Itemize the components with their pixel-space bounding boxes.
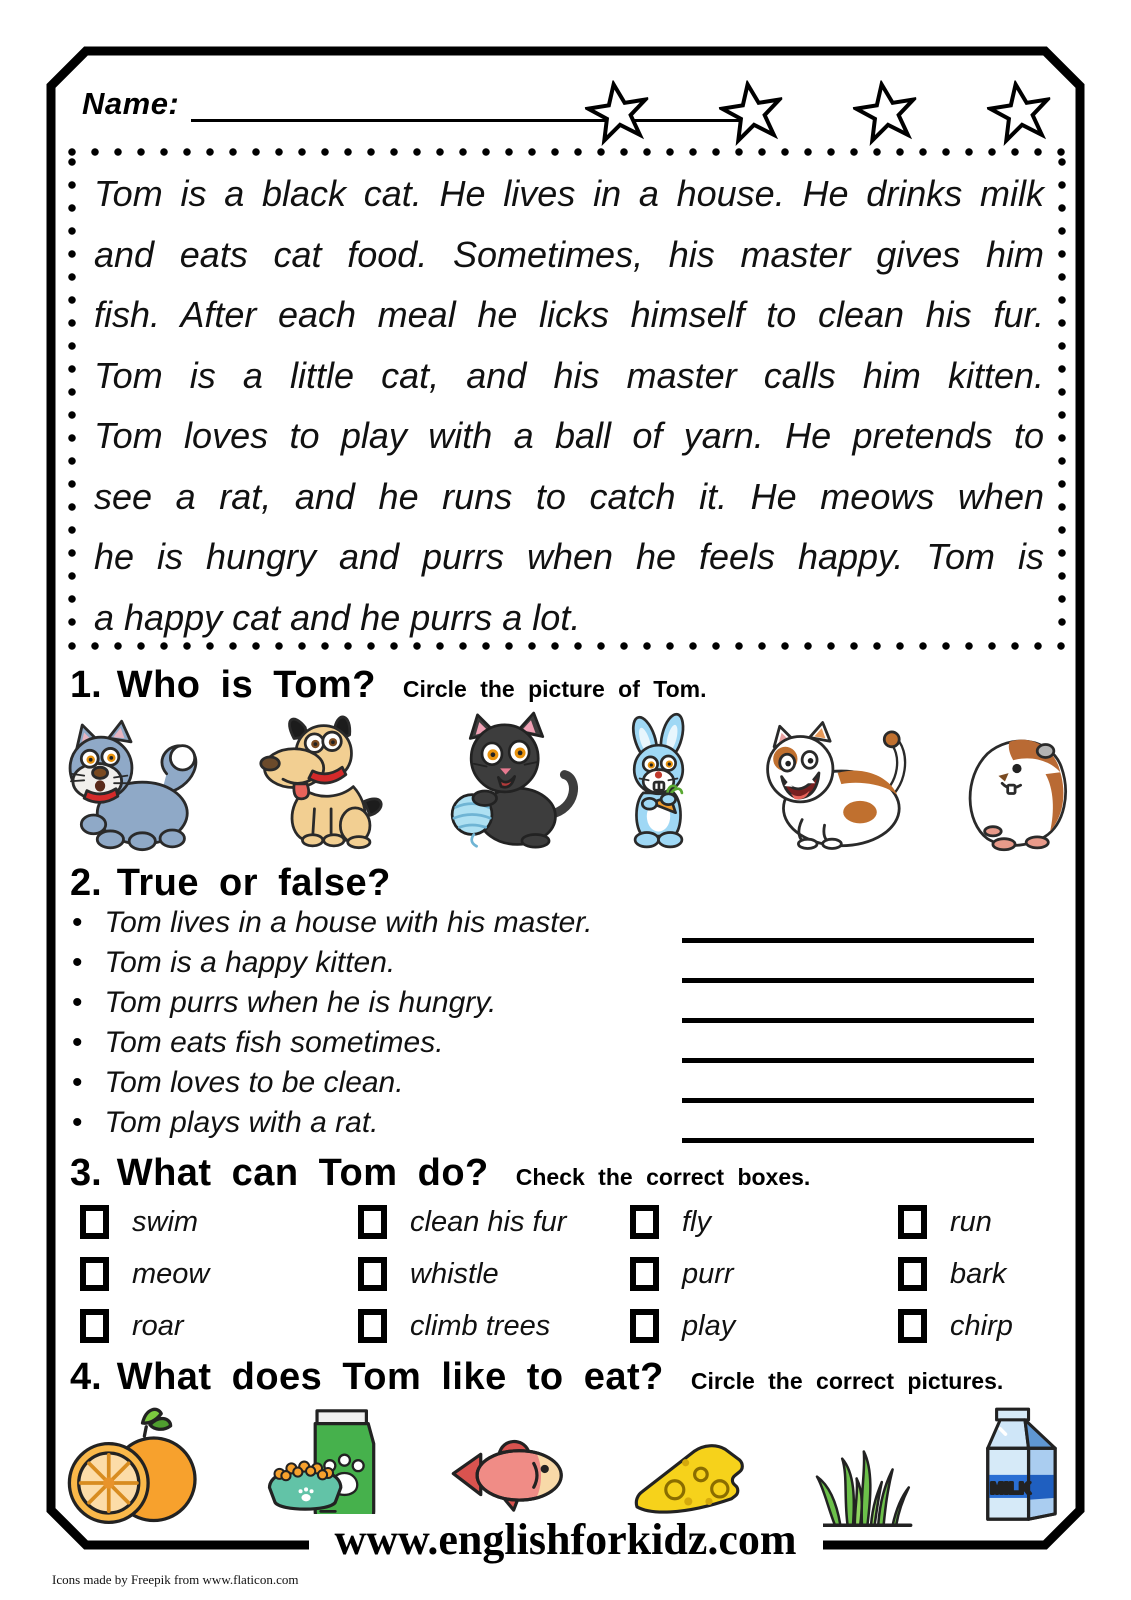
checkbox[interactable] [630, 1309, 659, 1343]
question-number: 4. [70, 1356, 102, 1398]
checkbox-label: fly [682, 1205, 711, 1238]
reading-passage-box [68, 148, 1066, 650]
checkbox-option [630, 1196, 898, 1248]
question-instruction: Circle the picture of Tom. [402, 676, 707, 702]
q1-option-guinea-pig[interactable] [956, 718, 1076, 856]
q4-option-milk-carton[interactable] [970, 1396, 1072, 1536]
statement-text: Tom lives in a house with his master. [104, 906, 593, 939]
star-icon[interactable] [983, 75, 1056, 148]
bullet-icon [72, 1066, 83, 1100]
checkbox-label: roar [132, 1309, 184, 1342]
q1-option-rabbit[interactable] [618, 710, 708, 856]
name-label: Name: [82, 86, 180, 121]
checkbox-option [80, 1248, 358, 1300]
passage-line: and eats cat food. Sometimes, his master gives him [94, 233, 1044, 275]
question-3-heading [70, 1152, 810, 1195]
question-number: 3. [70, 1152, 102, 1194]
true-false-row [72, 946, 1056, 986]
q4-option-fish[interactable] [446, 1428, 574, 1520]
checkbox-option [358, 1300, 630, 1352]
milk-label: MILK [990, 1480, 1032, 1498]
passage-line: Tom loves to play with a ball of yarn. He pretends to [94, 415, 1044, 456]
bullet-icon [72, 946, 83, 980]
question-title: Who is Tom? [116, 664, 376, 706]
dotted-border-left [68, 158, 76, 640]
checkbox-option [898, 1248, 1080, 1300]
passage-line: he is hungry and purrs when he feels happy. Tom is [94, 536, 1044, 577]
passage-line: see a rat, and he runs to catch it. He meows when [94, 475, 1044, 517]
icon-credit: Icons made by Freepik from www.flaticon.com [52, 1572, 299, 1587]
question-4-heading [70, 1356, 1003, 1399]
checkbox-option [898, 1196, 1080, 1248]
star-icon[interactable] [581, 75, 654, 148]
checkbox[interactable] [80, 1205, 109, 1239]
checkbox-option [630, 1300, 898, 1352]
answer-line[interactable] [682, 938, 1034, 943]
answer-line[interactable] [682, 1098, 1034, 1103]
statement-text: Tom eats fish sometimes. [104, 1026, 444, 1059]
checkbox-label: bark [950, 1257, 1007, 1290]
checkbox-label: run [950, 1205, 992, 1238]
dotted-border-right [1058, 158, 1066, 640]
q1-option-dog[interactable] [246, 708, 394, 856]
true-false-row [72, 1026, 1056, 1066]
bullet-icon [72, 986, 83, 1020]
bullet-icon [72, 1106, 83, 1140]
checkbox-label: clean his fur [410, 1205, 567, 1238]
statement-text: Tom plays with a rat. [104, 1106, 379, 1139]
question-1-heading [70, 664, 707, 707]
question-instruction: Check the correct boxes. [515, 1164, 811, 1190]
question-title: What does Tom like to eat? [116, 1356, 664, 1398]
q1-animal-options [56, 704, 1076, 856]
q4-option-oranges[interactable] [60, 1400, 210, 1536]
checkbox[interactable] [898, 1257, 927, 1291]
answer-line[interactable] [682, 978, 1034, 983]
checkbox[interactable] [80, 1257, 109, 1291]
true-false-row [72, 1106, 1056, 1146]
statement-text: Tom loves to be clean. [104, 1066, 404, 1099]
checkbox-label: chirp [950, 1309, 1013, 1342]
checkbox[interactable] [358, 1257, 387, 1291]
bullet-icon [72, 906, 83, 940]
checkbox-label: play [682, 1309, 736, 1342]
question-2-heading [70, 862, 391, 905]
footer-url[interactable]: www.englishforkidz.com [309, 1514, 823, 1565]
q1-option-gray-cat[interactable] [56, 714, 206, 856]
checkbox-label: swim [132, 1205, 199, 1238]
checkbox-option [630, 1248, 898, 1300]
checkbox[interactable] [630, 1205, 659, 1239]
statement-text: Tom purrs when he is hungry. [104, 986, 497, 1019]
q1-option-black-cat-with-yarn[interactable] [434, 706, 579, 856]
question-number: 2. [70, 862, 102, 904]
true-false-row [72, 986, 1056, 1026]
q2-true-false-list [72, 906, 1056, 1146]
star-icon[interactable] [849, 75, 922, 148]
question-title: True or false? [116, 862, 391, 904]
q1-option-white-cat[interactable] [748, 716, 916, 856]
statement-text: Tom is a happy kitten. [104, 946, 396, 979]
checkbox[interactable] [358, 1205, 387, 1239]
checkbox-option [80, 1196, 358, 1248]
checkbox[interactable] [358, 1309, 387, 1343]
checkbox-label: climb trees [410, 1309, 551, 1342]
dotted-border-top [68, 148, 1066, 156]
rating-stars [586, 76, 1052, 148]
answer-line[interactable] [682, 1058, 1034, 1063]
passage-line: Tom is a little cat, and his master calls him kitten. [94, 354, 1044, 396]
passage-line: Tom is a black cat. He lives in a house. He drinks milk [94, 173, 1044, 214]
star-icon[interactable] [715, 75, 788, 148]
true-false-row [72, 906, 1056, 946]
checkbox-label: meow [132, 1257, 210, 1290]
question-title: What can Tom do? [116, 1152, 489, 1194]
checkbox-option [358, 1248, 630, 1300]
checkbox[interactable] [898, 1309, 927, 1343]
q3-checkbox-grid [80, 1196, 1080, 1352]
true-false-row [72, 1066, 1056, 1106]
checkbox[interactable] [80, 1309, 109, 1343]
checkbox-option [80, 1300, 358, 1352]
checkbox[interactable] [630, 1257, 659, 1291]
checkbox-option [898, 1300, 1080, 1352]
checkbox-label: whistle [410, 1257, 499, 1290]
checkbox-label: purr [682, 1257, 734, 1290]
passage-line: fish. After each meal he licks himself to clean his fur. [94, 294, 1044, 335]
passage-line: a happy cat and he purrs a lot. [94, 596, 581, 638]
checkbox-option [358, 1196, 630, 1248]
answer-line[interactable] [682, 1138, 1034, 1143]
reading-passage [94, 164, 1044, 648]
q4-option-cheese[interactable] [628, 1419, 754, 1529]
question-number: 1. [70, 664, 102, 706]
answer-line[interactable] [682, 1018, 1034, 1023]
q4-option-grass[interactable] [808, 1441, 916, 1533]
bullet-icon [72, 1026, 83, 1060]
checkbox[interactable] [898, 1205, 927, 1239]
question-instruction: Circle the correct pictures. [690, 1368, 1004, 1394]
